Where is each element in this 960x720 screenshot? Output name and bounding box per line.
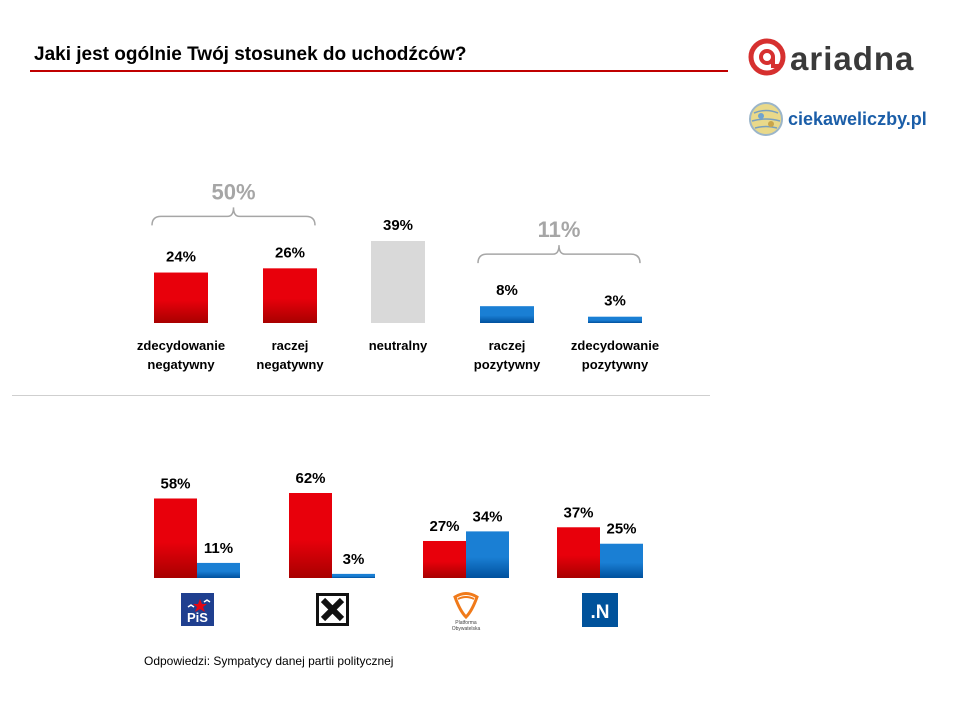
data-label-0-1: 11% [203, 539, 234, 557]
ciekaweliczby-wordmark: ciekaweliczby.pl [788, 109, 927, 129]
bar-0-1 [197, 563, 240, 578]
data-label-0: 24% [165, 248, 197, 266]
category-label-0-0: zdecydowanie [136, 338, 226, 353]
section-divider [12, 395, 710, 396]
title-underline [30, 70, 728, 72]
data-label-1-1: 3% [342, 550, 365, 568]
ciekaweliczby-logo [748, 98, 948, 140]
bar-2-0 [423, 541, 466, 578]
data-label-2: 39% [382, 217, 414, 234]
data-label-1-0: 62% [295, 470, 326, 487]
bar-1 [263, 268, 317, 323]
bracket-path-1 [478, 245, 640, 263]
data-label-2-1: 34% [472, 508, 503, 526]
bracket-path-0 [152, 207, 315, 225]
bar-1-0 [289, 493, 332, 578]
data-label-3-1: 25% [606, 520, 637, 538]
nowoczesna-logo-icon [582, 593, 618, 627]
footnote: Odpowiedzi: Sympatycy danej partii politycznej [144, 654, 394, 668]
bar-group-1 [256, 244, 324, 372]
bar-group-3 [474, 282, 541, 372]
svg-text:Obywatelska: Obywatelska [451, 626, 481, 632]
bar-4 [588, 317, 642, 323]
bar-0-0 [154, 498, 197, 578]
bar-1-1 [332, 574, 375, 578]
bar-3-1 [600, 544, 643, 578]
data-label-3-0: 37% [563, 504, 594, 522]
category-label-3-1: pozytywny [473, 357, 541, 372]
data-label-1: 26% [274, 244, 306, 262]
data-label-0-0: 58% [160, 475, 191, 493]
chart-attitude-overall [0, 150, 720, 385]
group-total-label-1: 11% [537, 217, 581, 243]
data-label-3: 8% [496, 282, 518, 300]
party-group-2 [423, 508, 509, 578]
bar-3 [480, 306, 534, 323]
globe-icon [750, 103, 782, 135]
party-group-3 [557, 504, 643, 578]
svg-text:PiS: PiS [187, 610, 208, 625]
category-label-4-1: pozytywny [581, 357, 649, 372]
category-label-1-1: negatywny [256, 357, 324, 372]
category-label-1-0: raczej [271, 338, 309, 353]
bar-group-0 [137, 249, 225, 372]
party-group-0 [154, 475, 240, 578]
bar-0 [154, 273, 208, 323]
data-label-4: 3% [604, 292, 626, 310]
group-bracket-1 [478, 217, 640, 263]
bar-3-0 [557, 527, 600, 578]
category-label-2-0: neutralny [368, 338, 428, 353]
bar-2 [371, 241, 425, 323]
data-label-2-0: 27% [429, 517, 460, 535]
category-label-3-0: raczej [488, 338, 526, 353]
group-total-label-0: 50% [211, 179, 256, 205]
group-bracket-0 [152, 179, 315, 225]
page-title: Jaki jest ogólnie Twój stosunek do uchodźców? [34, 44, 467, 65]
pis-logo-icon [181, 593, 214, 626]
ariadna-logo [748, 36, 948, 82]
platforma-logo-icon [452, 594, 481, 633]
category-label-0-1: negatywny [147, 357, 215, 372]
chart-attitude-by-party [0, 455, 720, 640]
bar-2-1 [466, 531, 509, 578]
ariadna-wordmark: ariadna [790, 40, 915, 77]
category-label-4-0: zdecydowanie [570, 338, 660, 353]
kukiz-logo-icon [316, 593, 349, 626]
ariadna-at-icon [751, 41, 783, 73]
bar-group-4 [571, 293, 659, 372]
svg-text:.N: .N [590, 602, 610, 623]
bar-group-2 [369, 217, 428, 353]
party-group-1 [289, 470, 375, 578]
svg-text:Platforma: Platforma [455, 620, 477, 626]
